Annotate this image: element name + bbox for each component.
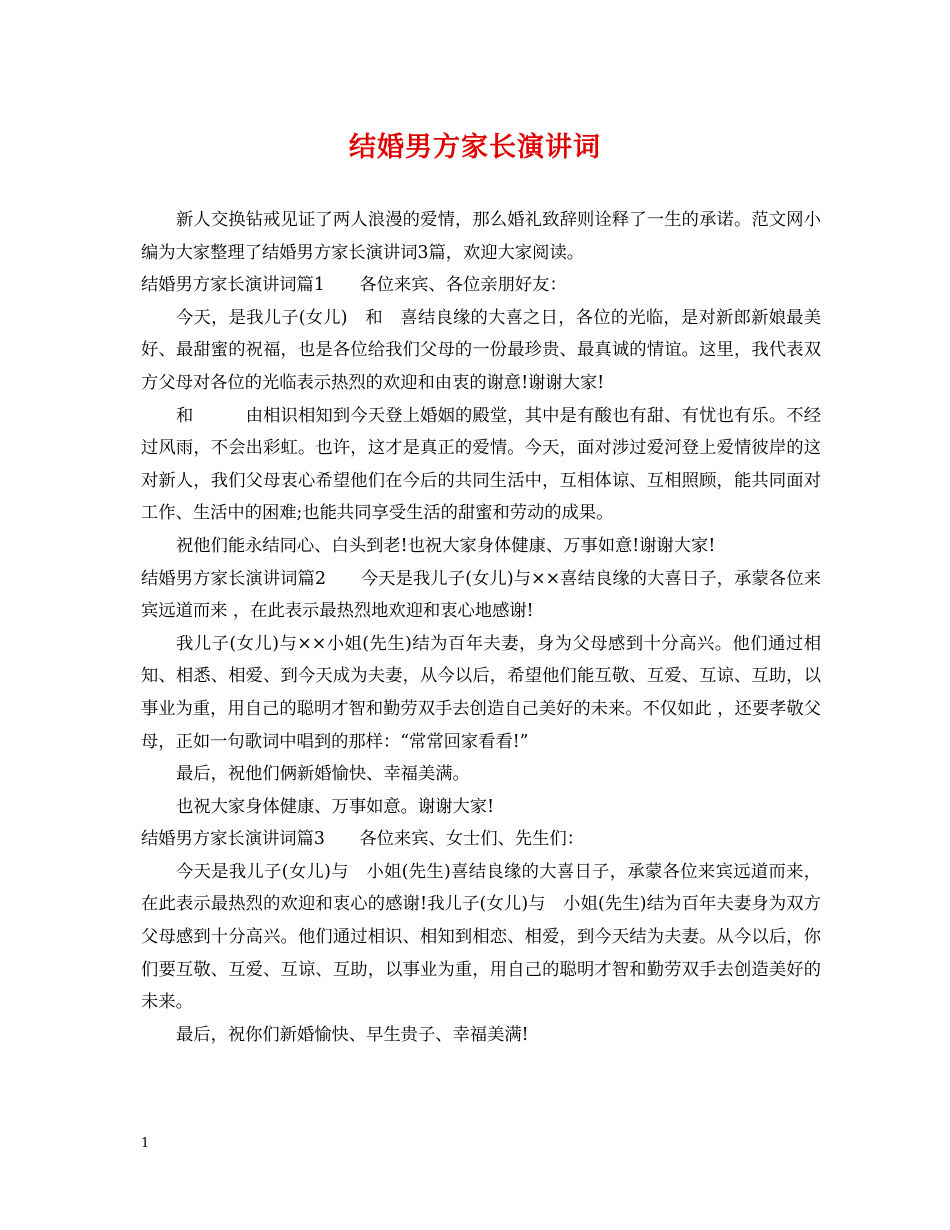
paragraph: 今天是我儿子(女儿)与 小姐(先生)喜结良缘的大喜日子，承蒙各位来宾远道而来，在此表示最热烈的欢迎和衷心的感谢!我儿子(女儿)与 小姐(先生)结为百年夫妻身为双方父母感到十分高兴。他们通过相识、相知到相恋、相爱，到今天结为夫妻。从今以后，你们要互敬、互爱、互谅、互助，以事业为重，用自己的聪明才智和勤劳双手去创造美好的未来。 — [141, 861, 821, 1013]
paragraph: 我儿子(女儿)与××小姐(先生)结为百年夫妻，身为父母感到十分高兴。他们通过相知、相悉、相爱、到今天成为夫妻，从今以后，希望他们能互敬、互爱、互谅、互助，以事业为重，用自己的聪明才智和勤劳双手去创造自己美好的未来。不仅如此 ，还要孝敬父母，正如一句歌词中唱到的那样：“常常回家看看!” — [141, 633, 821, 752]
paragraph: 也祝大家身体健康、万事如意。谢谢大家! — [176, 796, 495, 817]
paragraph: 祝他们能永结同心、白头到老!也祝大家身体健康、万事如意!谢谢大家! — [176, 535, 716, 556]
paragraph: 今天，是我儿子(女儿) 和 喜结良缘的大喜之日，各位的光临，是对新郎新娘最美好、最甜蜜的祝福，也是各位给我们父母的一份最珍贵、最真诚的情谊。这里，我代表双方父母对各位的光临表示热烈的欢迎和由衷的谢意!谢谢大家! — [141, 307, 821, 393]
page-number: 1 — [141, 1136, 150, 1151]
paragraph: 最后，祝他们俩新婚愉快、幸福美满。 — [176, 764, 470, 785]
section-heading-2: 结婚男方家长演讲词篇2 今天是我儿子(女儿)与××喜结良缘的大喜日子，承蒙各位来宾远道而来 ，在此表示最热烈地欢迎和衷心地感谢! — [141, 568, 821, 622]
document-title: 结婚男方家长演讲词 — [349, 132, 601, 163]
document-body — [141, 204, 821, 1051]
section-heading-3: 结婚男方家长演讲词篇3 各位来宾、女士们、先生们： — [141, 829, 585, 850]
paragraph: 最后，祝你们新婚愉快、早生贵子、幸福美满! — [176, 1024, 529, 1045]
paragraph: 和 由相识相知到今天登上婚姻的殿堂，其中是有酸也有甜、有忧也有乐。不经过风雨，不会出彩虹。也许，这才是真正的爱情。今天，面对涉过爱河登上爱情彼岸的这对新人，我们父母衷心希望他们在今后的共同生活中，互相体谅、互相照顾，能共同面对工作、生活中的困难;也能共同享受生活的甜蜜和劳动的成果。 — [141, 405, 821, 524]
section-heading-1: 结婚男方家长演讲词篇1 各位来宾、各位亲朋好友： — [141, 275, 567, 296]
paragraph-intro: 新人交换钻戒见证了两人浪漫的爱情，那么婚礼致辞则诠释了一生的承诺。范文网小编为大家整理了结婚男方家长演讲词3篇，欢迎大家阅读。 — [141, 210, 821, 263]
